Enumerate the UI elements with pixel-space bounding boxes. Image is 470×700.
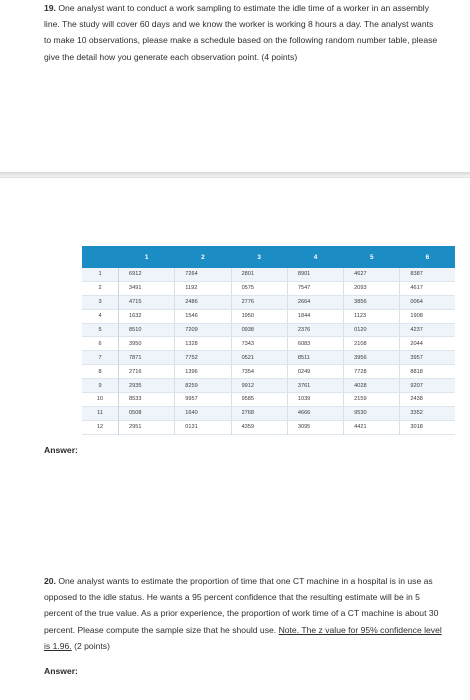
question-20-points: (2 points) — [74, 640, 110, 651]
table-cell: 1546 — [175, 309, 231, 323]
random-number-table — [82, 246, 455, 435]
table-cell: 4237 — [400, 323, 455, 337]
table-cell: 0064 — [400, 295, 455, 309]
table-cell: 7209 — [175, 323, 231, 337]
table-cell: 1396 — [175, 365, 231, 379]
table-header-row — [82, 246, 455, 268]
table-cell: 8901 — [287, 268, 343, 281]
table-cell: 7343 — [231, 337, 287, 351]
table-cell: 0131 — [175, 420, 231, 434]
table-cell: 2768 — [231, 406, 287, 420]
table-cell: 3491 — [119, 281, 175, 295]
row-index: 4 — [82, 309, 119, 323]
column-header: 4 — [287, 246, 343, 268]
table-cell: 6912 — [119, 268, 175, 281]
table-cell: 2776 — [231, 295, 287, 309]
table-cell: 3957 — [400, 351, 455, 365]
table-cell: 1039 — [287, 393, 343, 407]
table-row — [82, 406, 455, 420]
header-corner — [82, 246, 119, 268]
row-index: 5 — [82, 323, 119, 337]
table-cell: 1950 — [231, 309, 287, 323]
table-cell: 2438 — [400, 393, 455, 407]
answer-label-20: Answer: — [44, 666, 78, 676]
table-cell: 2486 — [175, 295, 231, 309]
table-cell: 0249 — [287, 365, 343, 379]
question-20-number: 20. — [44, 576, 56, 586]
table-row — [82, 309, 455, 323]
question-20-text: One analyst wants to estimate the proportion of time that one CT machine in a hospital is in use as opposed to the idle status. He wants a 95 percent confidence that the resulting estimate will be in 5 percent of the true value. As a prior experience, the proportion of work time of a CT machine is about 30 percent. Please compute the sample size that he should use. — [44, 576, 439, 635]
table-cell: 3956 — [344, 351, 400, 365]
row-index: 9 — [82, 379, 119, 393]
table-cell: 0120 — [344, 323, 400, 337]
table-row — [82, 420, 455, 434]
table-cell: 0575 — [231, 281, 287, 295]
table-cell: 1123 — [344, 309, 400, 323]
table-cell: 2664 — [287, 295, 343, 309]
table-row — [82, 295, 455, 309]
table-row — [82, 268, 455, 281]
table-cell: 2159 — [344, 393, 400, 407]
row-index: 11 — [82, 406, 119, 420]
table-cell: 7752 — [175, 351, 231, 365]
column-header: 3 — [231, 246, 287, 268]
table-cell: 1192 — [175, 281, 231, 295]
table-cell: 1844 — [287, 309, 343, 323]
table-cell: 1640 — [175, 406, 231, 420]
row-index: 8 — [82, 365, 119, 379]
column-header: 1 — [119, 246, 175, 268]
table-cell: 9912 — [231, 379, 287, 393]
table-cell: 8818 — [400, 365, 455, 379]
question-20 — [44, 573, 444, 654]
table-cell: 3352 — [400, 406, 455, 420]
table-cell: 8511 — [287, 351, 343, 365]
table-cell: 4715 — [119, 295, 175, 309]
table-cell: 2376 — [287, 323, 343, 337]
table-row — [82, 337, 455, 351]
question-19-number: 19. — [44, 3, 56, 13]
table-cell: 2716 — [119, 365, 175, 379]
table-cell: 2801 — [231, 268, 287, 281]
table-cell: 8387 — [400, 268, 455, 281]
table-cell: 7264 — [175, 268, 231, 281]
table-cell: 7354 — [231, 365, 287, 379]
row-index: 1 — [82, 268, 119, 281]
table-cell: 4421 — [344, 420, 400, 434]
table-row — [82, 393, 455, 407]
table-row — [82, 323, 455, 337]
row-index: 10 — [82, 393, 119, 407]
table-cell: 1328 — [175, 337, 231, 351]
table-cell: 3761 — [287, 379, 343, 393]
table-cell: 3950 — [119, 337, 175, 351]
table-cell: 3018 — [400, 420, 455, 434]
table-row — [82, 365, 455, 379]
table-row — [82, 351, 455, 365]
table-cell: 1632 — [119, 309, 175, 323]
table-cell: 2935 — [119, 379, 175, 393]
table-cell: 7547 — [287, 281, 343, 295]
row-index: 12 — [82, 420, 119, 434]
table-cell: 9957 — [175, 393, 231, 407]
table-cell: 9207 — [400, 379, 455, 393]
table-cell: 4627 — [344, 268, 400, 281]
table-cell: 8510 — [119, 323, 175, 337]
table-cell: 2951 — [119, 420, 175, 434]
table-cell: 9530 — [344, 406, 400, 420]
table-cell: 6083 — [287, 337, 343, 351]
answer-label-19: Answer: — [44, 445, 78, 455]
question-19 — [44, 0, 440, 65]
table-row — [82, 281, 455, 295]
question-20-note: Note. The z value for 95% confidence level is 1.96. — [44, 624, 442, 651]
row-index: 6 — [82, 337, 119, 351]
table-cell: 0508 — [119, 406, 175, 420]
column-header: 2 — [175, 246, 231, 268]
table-cell: 4028 — [344, 379, 400, 393]
row-index: 7 — [82, 351, 119, 365]
table-cell: 2044 — [400, 337, 455, 351]
table-cell: 4617 — [400, 281, 455, 295]
table-cell: 2093 — [344, 281, 400, 295]
table-cell: 3856 — [344, 295, 400, 309]
table-cell: 1908 — [400, 309, 455, 323]
row-index: 3 — [82, 295, 119, 309]
table-cell: 8259 — [175, 379, 231, 393]
table-row — [82, 379, 455, 393]
table-cell: 9585 — [231, 393, 287, 407]
table-cell: 0521 — [231, 351, 287, 365]
question-19-text: One analyst want to conduct a work sampling to estimate the idle time of a worker in an assembly line. The study will cover 60 days and we know the worker is working 8 hours a day. The analyst wants to make 10 observations, please make a schedule based on the following random number table, please give the detail how you generate each observation point. (4 points) — [44, 3, 438, 62]
table-cell: 4359 — [231, 420, 287, 434]
column-header: 5 — [344, 246, 400, 268]
table-cell: 2108 — [344, 337, 400, 351]
column-header: 6 — [400, 246, 455, 268]
table-cell: 7728 — [344, 365, 400, 379]
table-cell: 4666 — [287, 406, 343, 420]
row-index: 2 — [82, 281, 119, 295]
table-cell: 7871 — [119, 351, 175, 365]
table-cell: 0938 — [231, 323, 287, 337]
table-cell: 3095 — [287, 420, 343, 434]
page-divider-line — [0, 177, 470, 178]
table-cell: 8533 — [119, 393, 175, 407]
